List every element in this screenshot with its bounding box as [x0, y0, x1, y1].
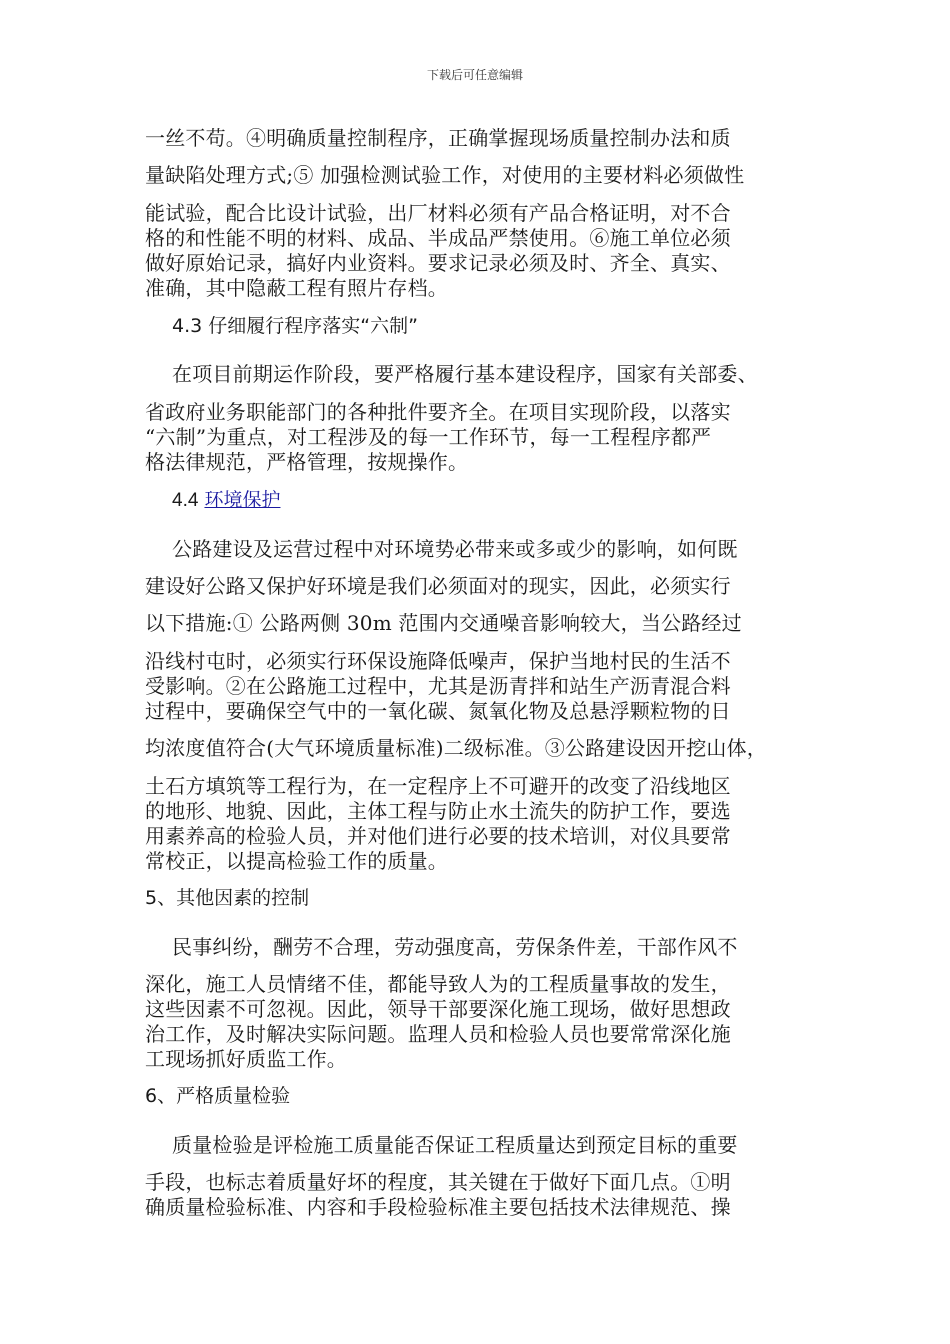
text-line: 在项目前期运作阶段，要严格履行基本建设程序，国家有关部委、: [172, 362, 758, 386]
text-line: 土石方填筑等工程行为，在一定程序上不可避开的改变了沿线地区: [145, 774, 731, 798]
text-line: 手段，也标志着质量好坏的程度，其关键在于做好下面几点。①明: [145, 1170, 731, 1194]
header-note: 下载后可任意编辑: [426, 68, 523, 82]
text-line: 民事纠纷，酬劳不合理，劳动强度高，劳保条件差，干部作风不: [172, 935, 738, 959]
environment-protection-link[interactable]: 环境保护: [204, 489, 281, 511]
text-line: 公路建设及运营过程中对环境势必带来或多或少的影响，如何既: [172, 537, 738, 561]
section-heading-4-4: [172, 488, 280, 513]
text-line: 确质量检验标准、内容和手段检验标准主要包括技术法律规范、操: [145, 1195, 731, 1219]
text-line: 沿线村屯时，必须实行环保设施降低噪声，保护当地村民的生活不: [145, 649, 731, 673]
text-line: 做好原始记录，搞好内业资料。要求记录必须及时、齐全、真实、: [145, 251, 731, 275]
text-line: 量缺陷处理方式;⑤ 加强检测试验工作，对使用的主要材料必须做性: [145, 163, 745, 187]
text-line: 格的和性能不明的材料、成品、半成品严禁使用。⑥施工单位必须: [145, 226, 731, 250]
text-line: 深化，施工人员情绪不佳，都能导致人为的工程质量事故的发生，: [145, 972, 731, 996]
text-line: 格法律规范，严格管理，按规操作。: [145, 450, 469, 474]
text-line: 过程中，要确保空气中的一氧化碳、氮氧化物及总悬浮颗粒物的日: [145, 699, 731, 723]
text-line: 准确，其中隐蔽工程有照片存档。: [145, 276, 448, 300]
text-line: 建设好公路又保护好环境是我们必须面对的现实，因此，必须实行: [145, 574, 731, 598]
text-line: 以下措施:① 公路两侧 30m 范围内交通噪音影响较大，当公路经过: [145, 611, 742, 635]
text-line: 省政府业务职能部门的各种批件要齐全。在项目实现阶段，以落实: [145, 400, 731, 424]
text-line: 一丝不苟。④明确质量控制程序，正确掌握现场质量控制办法和质: [145, 126, 731, 150]
text-line: 治工作，及时解决实际问题。监理人员和检验人员也要常常深化施: [145, 1022, 731, 1046]
section-heading-6: 6、严格质量检验: [145, 1085, 291, 1107]
text-line: 质量检验是评检施工质量能否保证工程质量达到预定目标的重要: [172, 1133, 738, 1157]
text-line: 能试验，配合比设计试验，出厂材料必须有产品合格证明，对不合: [145, 201, 731, 225]
text-line: 的地形、地貌、因此，主体工程与防止水土流失的防护工作，要选: [145, 799, 731, 823]
text-line: 这些因素不可忽视。因此，领导干部要深化施工现场，做好思想政: [145, 997, 731, 1021]
text-line: 受影响。②在公路施工过程中，尤其是沥青拌和站生产沥青混合料: [145, 674, 731, 698]
text-line: 工现场抓好质监工作。: [145, 1047, 347, 1071]
section-number: 4.4: [172, 490, 199, 511]
text-line: “六制”为重点，对工程涉及的每一工作环节，每一工程程序都严: [145, 425, 712, 449]
section-heading-5: 5、其他因素的控制: [145, 887, 310, 909]
text-line: 用素养高的检验人员，并对他们进行必要的技术培训，对仪具要常: [145, 824, 731, 848]
text-line: 均浓度值符合(大气环境质量标准)二级标准。③公路建设因开挖山体，: [145, 736, 768, 760]
section-heading-4-3: 4.3 仔细履行程序落实“六制”: [172, 315, 418, 337]
text-line: 常校正，以提高检验工作的质量。: [145, 849, 448, 873]
